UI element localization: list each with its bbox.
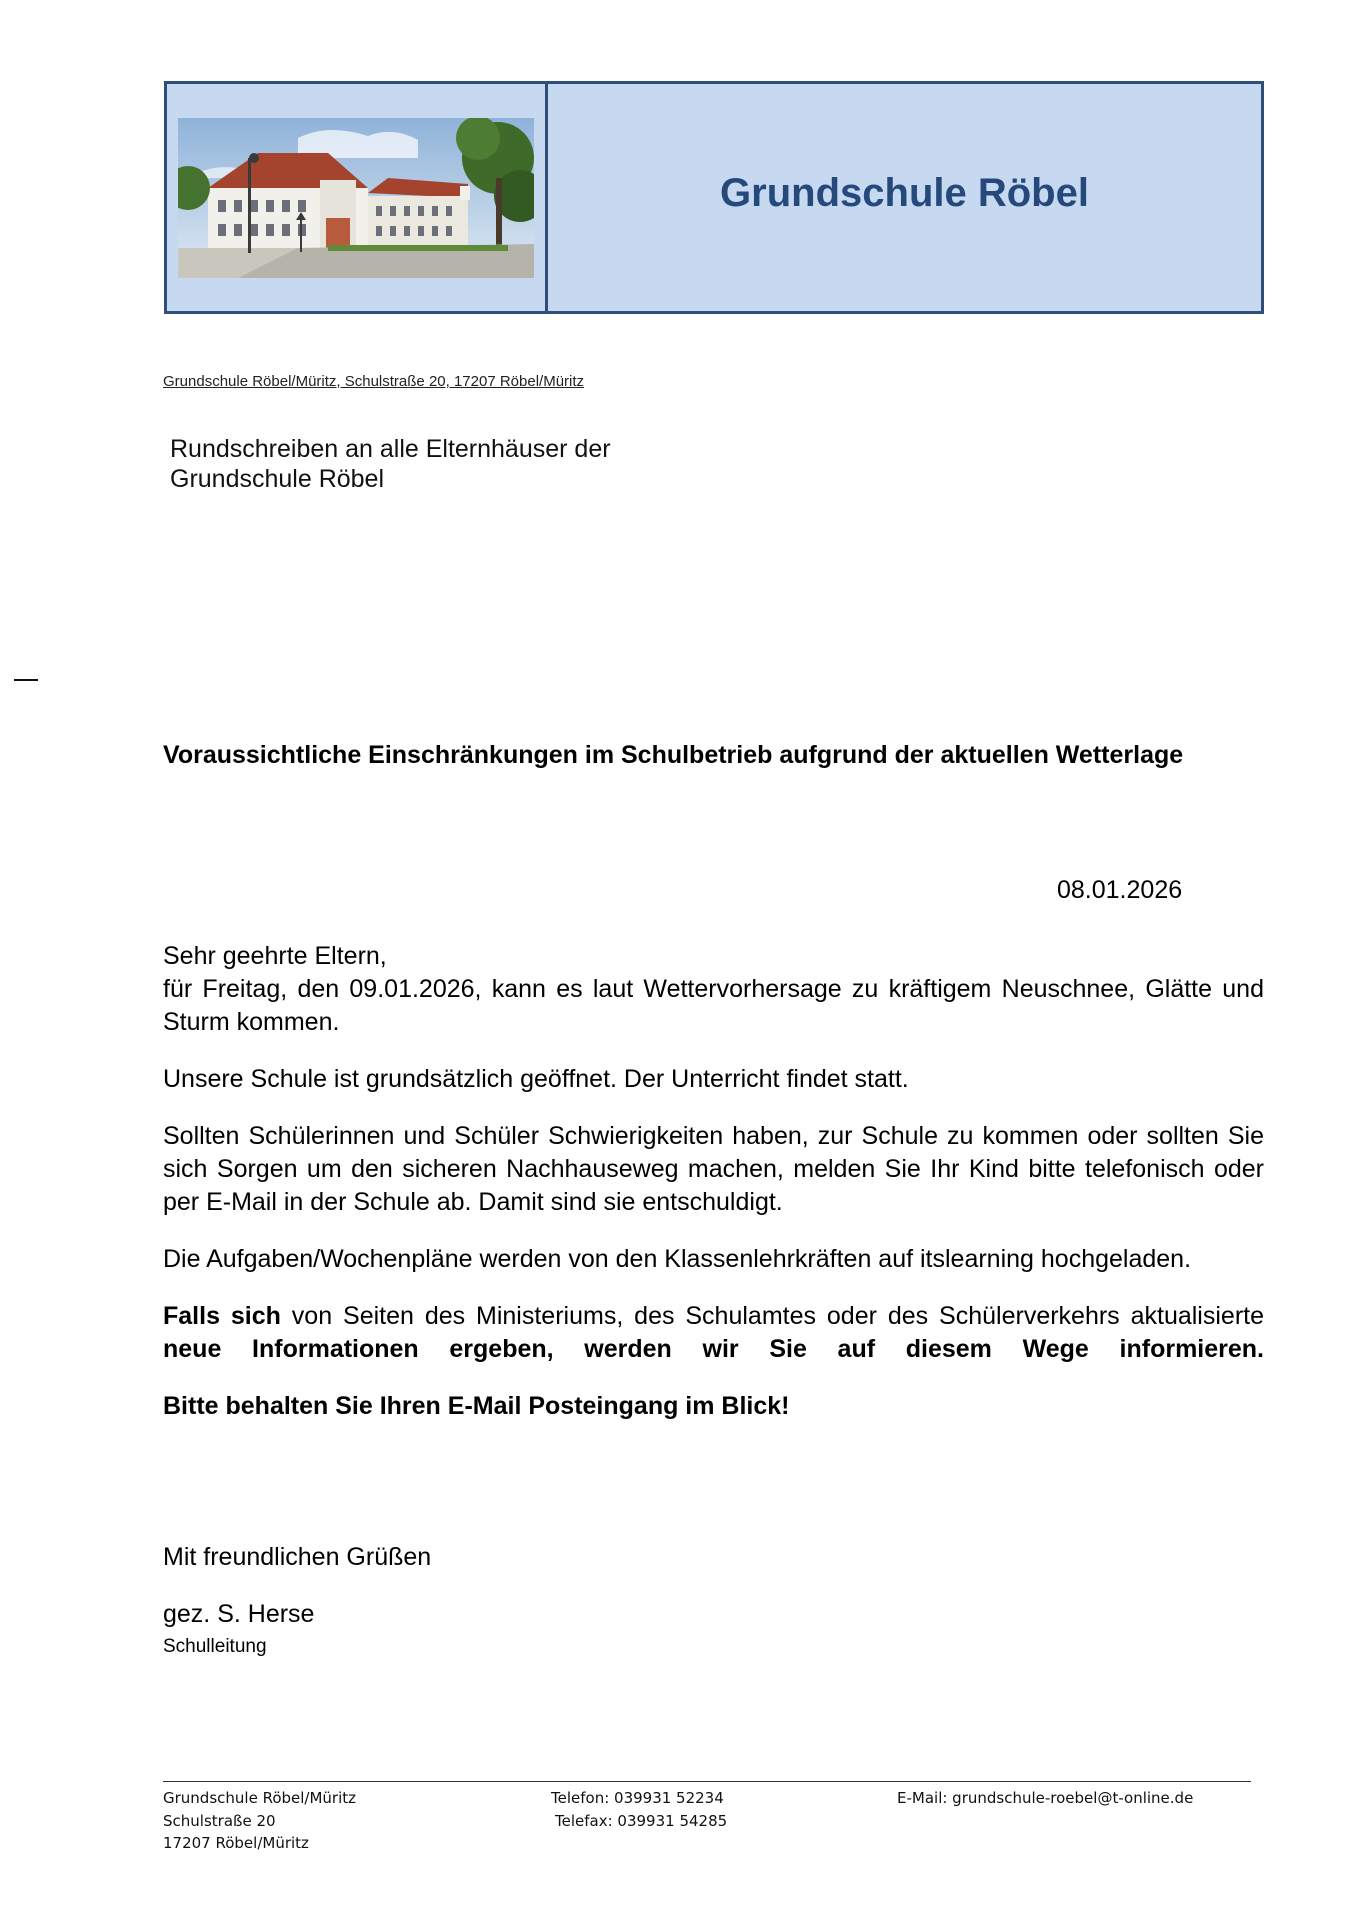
recipient-block: [170, 434, 611, 494]
closing-phrase: Mit freundlichen Grüßen: [163, 1543, 432, 1571]
updates-bold-end: neue Informationen ergeben, werden wir Sie auf diesem Wege informieren.: [163, 1335, 1264, 1363]
updates-bold-start: Falls sich: [163, 1302, 281, 1330]
paragraph-open: Unsere Schule ist grundsätzlich geöffnet. Der Unterricht findet statt.: [163, 1065, 909, 1093]
signatory-role: Schulleitung: [163, 1636, 267, 1657]
letterhead-photo-cell: [167, 84, 548, 311]
signature: gez. S. Herse: [163, 1600, 315, 1628]
footer-email: E-Mail: grundschule-roebel@t-online.de: [897, 1789, 1194, 1807]
footer-contact-email: [897, 1787, 1193, 1810]
letterhead-title-cell: [548, 84, 1261, 311]
sender-address-line: Grundschule Röbel/Müritz, Schulstraße 20, 17207 Röbel/Müritz: [163, 373, 585, 390]
letter-body: [163, 940, 1264, 1423]
letterhead: [164, 81, 1264, 314]
footer-address: [163, 1787, 356, 1855]
footer-contact-phone: [551, 1787, 727, 1832]
footer-divider: [163, 1781, 1251, 1782]
paragraph-updates: [163, 1300, 1264, 1366]
paragraph-inbox-notice: Bitte behalten Sie Ihren E-Mail Posteingang im Blick!: [163, 1392, 790, 1420]
paragraph-excuse: Sollten Schülerinnen und Schüler Schwierigkeiten haben, zur Schule zu kommen oder sollten Sie sich Sorgen um den sicheren Nachhauseweg machen, melden Sie Ihr Kind bitte telefonisch oder per E-Mail in der Schule ab. Damit sind sie entschuldigt.: [163, 1122, 1264, 1216]
salutation: Sehr geehrte Eltern,: [163, 942, 387, 970]
fold-mark: [14, 679, 38, 681]
footer-fax: Telefax: 039931 54285: [555, 1811, 728, 1830]
school-building-photo: [178, 118, 534, 278]
footer-city: 17207 Röbel/Müritz: [163, 1834, 309, 1852]
footer-street: Schulstraße 20: [163, 1811, 276, 1830]
recipient-line-1: Rundschreiben an alle Elternhäuser der: [170, 435, 611, 463]
footer-phone: Telefon: 039931 52234: [551, 1789, 724, 1807]
letter-date: 08.01.2026: [1057, 876, 1183, 904]
updates-normal: von Seiten des Ministeriums, des Schulamtes oder des Schülerverkehrs aktualisierte: [280, 1302, 1264, 1330]
footer-school-name: Grundschule Röbel/Müritz: [163, 1789, 357, 1807]
letter-subject: Voraussichtliche Einschränkungen im Schulbetrieb aufgrund der aktuellen Wetterlage: [163, 741, 1184, 769]
paragraph-weather: für Freitag, den 09.01.2026, kann es laut Wettervorhersage zu kräftigem Neuschnee, Glätte und Sturm kommen.: [163, 975, 1264, 1036]
recipient-line-2: Grundschule Röbel: [170, 465, 385, 493]
paragraph-tasks: Die Aufgaben/Wochenpläne werden von den Klassenlehrkräften auf itslearning hochgeladen.: [163, 1245, 1192, 1273]
school-title: Grundschule Röbel: [720, 171, 1089, 215]
